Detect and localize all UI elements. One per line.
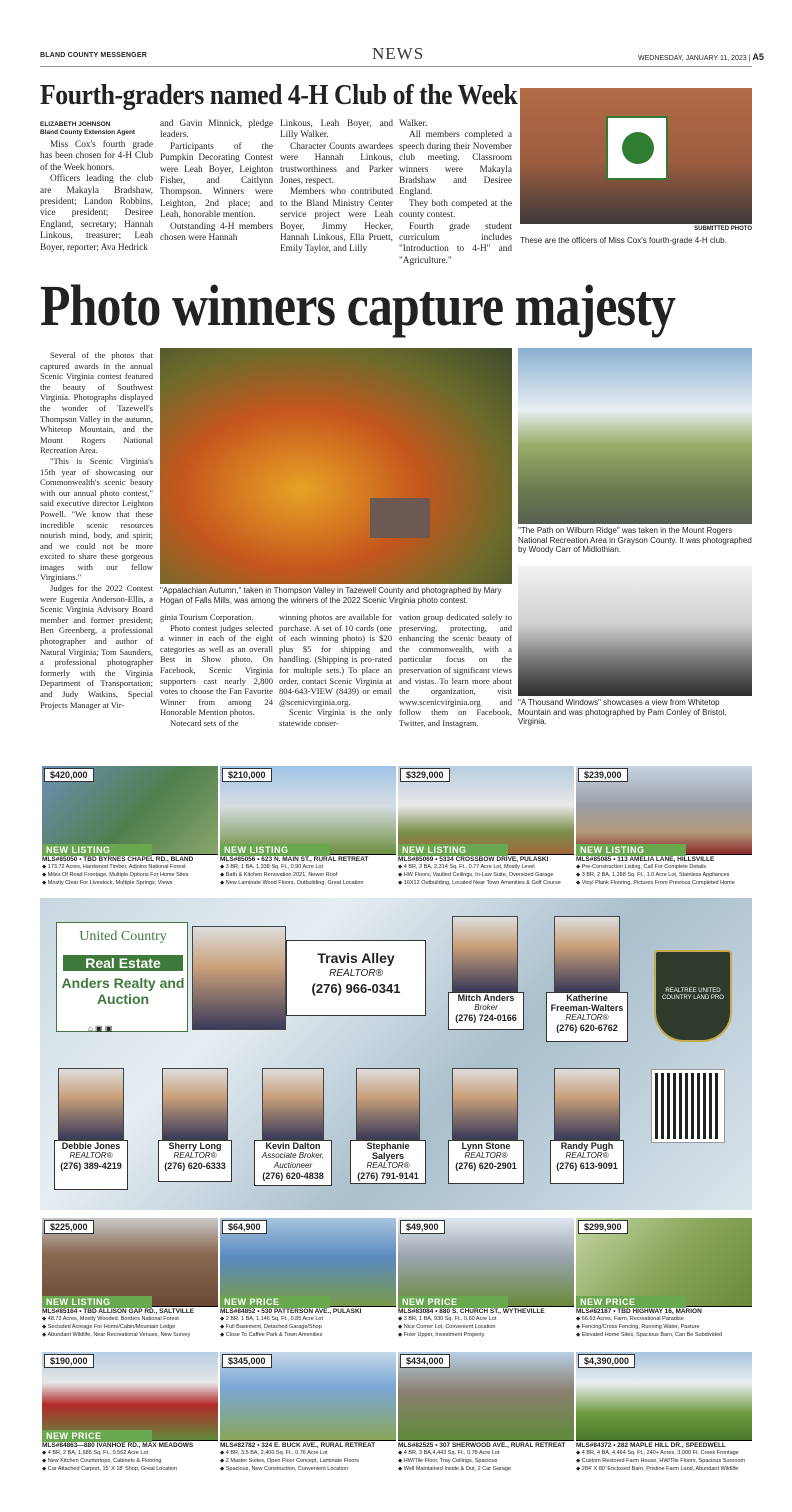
- listing-bullet: ◆ 3 BR, 1 BA, 930 Sq. Ft., 0.60 Acre Lot: [398, 1316, 497, 1322]
- 4h-flag: [606, 116, 668, 180]
- agent-name: Lynn Stone: [461, 1141, 511, 1151]
- paragraph: Walker.: [399, 119, 428, 129]
- author-title: Bland County Extension Agent: [40, 129, 136, 136]
- agent-role: REALTOR®: [69, 1151, 113, 1160]
- agent-photo-travis: [192, 926, 286, 1030]
- agent-name: Kevin Dalton: [265, 1141, 321, 1151]
- agent-phone[interactable]: (276) 620-4838: [262, 1171, 324, 1181]
- listing-bullet: ◆ Bath & Kitchen Renovation 2021, Newer Roof: [220, 872, 338, 878]
- listing-bullet: ◆ 66.63 Acres, Farm, Recreational Paradise: [576, 1316, 684, 1322]
- agent-role: REALTOR®: [565, 1013, 609, 1022]
- paragraph: Judges for the 2022 Contest were Eugenia Anderson-Ellis, a Scenic Virginia Advisory Board member and former president; Ben Greenberg, a professional photographer and author of Natural Virginia; Tom Saunders, a professional photographer formerly with the Virginia Department of Transportation; and Judy Watkins, Special Projects Manager at Vir-: [40, 583, 153, 710]
- author-name: ELIZABETH JOHNSON: [40, 121, 111, 128]
- listing-bullet: ◆ Elevated Home Sites, Spacious Barn, Can Be Subdivided: [576, 1332, 723, 1338]
- listing-mls: MLS#85050 • TBD BYRNES CHAPEL RD., BLAND: [42, 854, 218, 864]
- logo-line3: Anders Realty and Auction: [61, 975, 185, 1007]
- listing-bullet: ◆ 284' X 80' Enclosed Barn, Pristine Farm Land, Abundant Wildlife: [576, 1466, 739, 1472]
- article2-col2: [160, 612, 273, 729]
- agent-phone[interactable]: (276) 791-9141: [357, 1171, 419, 1181]
- agent-card-debbie: [54, 1140, 128, 1190]
- paragraph: They both competed at the county contest.: [399, 198, 512, 221]
- listing-bullet: ◆ 3 BR, 1 BA, 1,338 Sq. Ft., 0.90 Acre Lot: [220, 864, 323, 870]
- logo-line2: Real Estate: [63, 955, 183, 971]
- agent-photo-katherine: [554, 916, 620, 992]
- caption-wilburn-ridge: "The Path on Wilburn Ridge" was taken in the Mount Rogers National Recreation Area in Grayson County. It was photographed by Woody Carr of Midlothian.: [518, 526, 752, 555]
- listing-mls: MLS#84852 • 530 PATTERSON AVE., PULASKI: [220, 1306, 396, 1316]
- listing-bullet: ◆ 2 Master Suites, Open Floor Concept, Laminate Floors: [220, 1458, 360, 1464]
- agent-card-mitch: [448, 992, 524, 1030]
- listing-bullet: ◆ New Kitchen Countertops, Cabinets & Flooring: [42, 1458, 162, 1464]
- listing-bullet: ◆ Car Attached Carport, 15' X 18' Shop, Great Location: [42, 1466, 178, 1472]
- paragraph: Notecard sets of the: [170, 717, 239, 728]
- article1-col4: [399, 119, 512, 267]
- listing-mls: MLS#85069 • 5334 CROSSBOW DRIVE, PULASKI: [398, 854, 574, 864]
- agent-name: Travis Alley: [317, 950, 395, 966]
- article1-byline: [40, 121, 135, 137]
- paragraph: Character Counts awardees were Hannah Linkous, trustworthiness and Parker Jones, respect.: [280, 141, 393, 187]
- header-rule: [40, 66, 752, 67]
- listing-bullet: ◆ Fixer Upper, Investment Property: [398, 1332, 485, 1338]
- agent-photo-sherry: [162, 1068, 228, 1140]
- paragraph: All members completed a speech during their November club meeting. Classroom winners were Makayla Bradshaw and Desiree England.: [399, 130, 512, 198]
- paragraph: Outstanding 4-H members chosen were Hannah: [160, 221, 273, 244]
- paragraph: Photo contest judges selected a winner in each of the eight categories as well as an overall Best in Show photo. On Facebook, Scenic Virginia supporters cast nearly 2,800 votes to choose the Fan Favorite Winner from among 24 Honorable Mention photos.: [160, 622, 273, 718]
- listing-bullet: ◆ Secluded Acreage For Home/Cabin/Mountain Lodge: [42, 1324, 176, 1330]
- listing-bullet: ◆ HW Floors, Vaulted Ceilings, In-Law Suite, Oversized Garage: [398, 872, 554, 878]
- article2-headline: Photo winners capture majesty: [40, 273, 675, 338]
- article1-col3: [280, 119, 393, 256]
- listing-bullet: ◆ 4 BR, 2 BA, 1,685 Sq. Ft., 0.562 Acre Lot: [42, 1450, 149, 1456]
- listing-bullet: ◆ Nice Corner Lot, Convenient Location: [398, 1324, 496, 1330]
- agent-card-randy: [550, 1140, 624, 1184]
- equal-housing-icon: ⌂ ▣ ▣: [88, 1024, 113, 1033]
- agent-phone[interactable]: (276) 620-6333: [164, 1161, 226, 1171]
- agent-role: Associate Broker, Auctioneer: [261, 1151, 325, 1170]
- agent-role: REALTOR®: [173, 1151, 217, 1160]
- listing-price: $190,000: [44, 1354, 94, 1368]
- agent-photo-randy: [554, 1068, 620, 1140]
- article1-col2: [160, 119, 273, 244]
- agent-name: Debbie Jones: [61, 1141, 121, 1151]
- issue-date: WEDNESDAY, JANUARY 11, 2023: [638, 55, 747, 62]
- publication-name: BLAND COUNTY MESSENGER: [40, 52, 147, 59]
- agent-phone[interactable]: (276) 620-6762: [556, 1023, 618, 1033]
- listing-price: $49,900: [400, 1220, 445, 1234]
- agent-role: REALTOR®: [366, 1161, 410, 1170]
- listing-bullet: ◆ 16X12 Outbuilding, Located Near Town Amenities & Golf Course: [398, 880, 561, 886]
- agent-card-kevin: [254, 1140, 332, 1186]
- listing-tag: NEW PRICE: [576, 1296, 686, 1308]
- realtree-text: REALTREE UNITED COUNTRY LAND PRO: [662, 988, 724, 1001]
- listing-bullet: ◆ Mostly Clear For Livestock, Multiple Springs, Views: [42, 880, 173, 886]
- listing-mls: MLS#84863—880 IVANHOE RD., MAX MEADOWS: [42, 1440, 218, 1450]
- listing-bullet: ◆ New Laminate Wood Floors, Outbuilding, Great Location: [220, 880, 364, 886]
- agent-card-sherry: [158, 1140, 232, 1182]
- listing-bullet: ◆ Full Basement, Detached Garage/Shop: [220, 1324, 322, 1330]
- caption-appalachian-autumn: "Appalachian Autumn," taken in Thompson Valley in Tazewell County and photographed by Mary Hogan of Falls Mills, was among the winners of the 2022 Scenic Virginia photo contest.: [160, 586, 502, 605]
- agent-phone[interactable]: (276) 724-0166: [455, 1013, 517, 1023]
- paragraph: Officers leading the club are Makayla Bradshaw, president; Landon Robbins, vice president; Desiree England, secretary; Hannah Linkous, treasurer; Leah Boyer, reporter; Ava Hedrick: [40, 174, 153, 253]
- paragraph: Scenic Virginia is the only statewide conser-: [279, 707, 392, 728]
- agent-phone[interactable]: (276) 620-2901: [455, 1161, 517, 1171]
- listing-bullet: ◆ 4 BR, 3 BA,4,443 Sq. Ft., 0.78 Acre Lot: [398, 1450, 500, 1456]
- listing-mls: MLS#85164 • TBD ALLISON GAP RD., SALTVILLE: [42, 1306, 218, 1316]
- paragraph: ginia Tourism Corporation.: [160, 612, 254, 622]
- clover-icon: [622, 132, 654, 164]
- caption-thousand-windows: "A Thousand Windows" showcases a view from Whitetop Mountain and was photographed by Pam Conley of Bristol, Virginia.: [518, 698, 727, 727]
- agent-card-stephanie: [350, 1140, 426, 1184]
- wilburn-ridge-photo: [518, 348, 752, 524]
- paragraph: vation group dedicated solely to preserving, protecting, and enhancing the scenic beauty of the commonwealth, with a particular focus on the preservation of significant views and vistas. To learn more about the organization, visit www.scenicvirginia.org and follow them on Facebook, Twitter, and Instagram.: [399, 612, 512, 728]
- listing-price: $299,900: [578, 1220, 628, 1234]
- listing-bullet: ◆ HW/Tile Floor, Tray Ceilings, Spacious: [398, 1458, 498, 1464]
- listing-price: $329,000: [400, 768, 450, 782]
- listing-tag: NEW LISTING: [42, 844, 152, 856]
- agent-card-lynn: [448, 1140, 524, 1184]
- listing-mls: MLS#85085 • 113 AMELIA LANE, HILLSVILLE: [576, 854, 752, 864]
- listing-bullet: ◆ Close To Caffee Park & Town Amenities: [220, 1332, 323, 1338]
- agent-role: REALTOR®: [565, 1151, 609, 1160]
- listing-bullet: ◆ 2 BR, 1 BA, 1,146 Sq. Ft., 0.85 Acre Lot: [220, 1316, 323, 1322]
- qr-code-icon[interactable]: [652, 1070, 724, 1142]
- paragraph: Fourth grade student curriculum includes "Introduction to 4-H" and "Agriculture.": [399, 221, 512, 266]
- listing-mls: MLS#82525 • 307 SHERWOOD AVE., RURAL RETREAT: [398, 1440, 574, 1450]
- listing-bullet: ◆ Pre-Construction Listing, Call For Complete Details: [576, 864, 707, 870]
- agent-name: Mitch Anders: [457, 993, 515, 1003]
- agent-name: Katherine Freeman-Walters: [550, 993, 624, 1013]
- club-group-photo: [520, 88, 752, 224]
- paragraph: Participants of the Pumpkin Decorating Contest were Leah Boyer, Leighton Fisher, and Caitlynn Thompson. Winners were Leighton, 2nd place; and Leah, honorable mention.: [160, 141, 273, 221]
- barn-shape: [370, 498, 430, 538]
- listing-mls: MLS#84372 • 282 MAPLE HILL DR., SPEEDWELL: [576, 1440, 752, 1450]
- listing-mls: MLS#85056 • 623 N. MAIN ST., RURAL RETREAT: [220, 854, 396, 864]
- listing-mls: MLS#82782 • 324 E. BUCK AVE., RURAL RETREAT: [220, 1440, 396, 1450]
- agent-photo-kevin: [262, 1068, 324, 1140]
- listing-price: $4,390,000: [578, 1354, 635, 1368]
- agent-phone[interactable]: (276) 389-4219: [60, 1161, 122, 1171]
- listing-bullet: ◆ 173.72 Acres, Hardwood Timber, Adjoins National Forest: [42, 864, 186, 870]
- logo-line1: United Country: [79, 929, 167, 944]
- listing-tag: NEW LISTING: [220, 844, 330, 856]
- listing-mls: MLS#83084 • 880 S. CHURCH ST., WYTHEVILLE: [398, 1306, 574, 1316]
- paragraph: "This is Scenic Virginia's 15th year of showcasing our Commonwealth's scenic beauty with our annual photo contest," said executive director Leighton Powell. "We know that these incredible scenic resources nourish mind, body, and spirit; and we could not be more excited to share these gorgeous images with our fellow Virginians.": [40, 455, 153, 583]
- section-name: NEWS: [372, 44, 425, 63]
- listing-bullet: ◆ Well Maintained Inside & Out, 2 Car Garage: [398, 1466, 511, 1472]
- listing-bullet: ◆ 48.72 Acres, Mostly Wooded, Borders National Forest: [42, 1316, 179, 1322]
- listing-bullet: ◆ Vinyl Plank Flooring, Pictures From Previous Completed Home: [576, 880, 735, 886]
- issue-date-page: WEDNESDAY, JANUARY 11, 2023 | A5: [638, 52, 764, 62]
- listing-tag: NEW PRICE: [398, 1296, 508, 1308]
- agent-card-travis: [286, 940, 426, 1016]
- agent-phone[interactable]: (276) 613-9091: [556, 1161, 618, 1171]
- paragraph: Linkous, Leah Boyer, and Lilly Walker.: [280, 119, 393, 141]
- listing-price: $64,900: [222, 1220, 267, 1234]
- listing-price: $210,000: [222, 768, 272, 782]
- paragraph: Members who contributed to the Bland Ministry Center service project were Leah Boyer, Jimmy Hecker, Hannah Linkous, Ella Pruett, Emily Taylor, and Lilly: [280, 187, 393, 255]
- listing-mls: MLS#82187 • TBD HIGHWAY 16, MARION: [576, 1306, 752, 1316]
- paragraph: Several of the photos that captured awards in the annual Scenic Virginia contest featured the beauty of Southwest Virginia. Photographs displayed the wonder of Tazewell's Thompson Valley in the autumn, Whitetop Mountain, and the Mount Rogers National Recreation Area.: [40, 350, 153, 456]
- listing-bullet: ◆ Spacious, New Construction, Convenient Location: [220, 1466, 349, 1472]
- agent-photo-mitch: [452, 916, 518, 992]
- agent-photo-debbie: [58, 1068, 124, 1140]
- agent-role: REALTOR®: [464, 1151, 508, 1160]
- listing-bullet: ◆ 4 BR, 4 BA, 4,464 Sq. Ft., 240+ Acres, 3,000 Ft. Creek Frontage: [576, 1450, 739, 1456]
- agent-photo-stephanie: [356, 1068, 420, 1140]
- agent-name: Stephanie Salyers: [366, 1141, 410, 1161]
- listing-tag: NEW PRICE: [42, 1430, 152, 1442]
- thousand-windows-photo: [518, 566, 752, 696]
- article1-headline: Fourth-graders named 4-H Club of the Week: [40, 80, 518, 111]
- agent-role: Broker: [474, 1003, 498, 1012]
- page-number: A5: [752, 52, 764, 62]
- listing-bullet: ◆ Fencing/Cross Fencing, Running Water, Pasture: [576, 1324, 700, 1330]
- listing-bullet: ◆ 4 BR, 3 BA, 2,314 Sq. Ft., 0.77 Acre Lot, Mostly Level: [398, 864, 535, 870]
- paragraph: winning photos are available for purchase. A set of 10 cards (one of each winning photo) is $20 plus $5 for shipping and handling. (Shipping is pro-rated for multiple sets.) To place an order, contact Scenic Virginia at 804-643-VIEW (8439) or email @scenicvirginia.org.: [279, 612, 392, 707]
- article2-col4: [399, 612, 512, 729]
- listing-bullet: ◆ 4 BR, 3.5 BA, 2,400 Sq. Ft., 0.76 Acre Lot: [220, 1450, 328, 1456]
- listing-bullet: ◆ Custom Restored Farm House, HW/Tile Floors, Spacious Sunroom: [576, 1458, 746, 1464]
- agent-role: REALTOR®: [329, 968, 383, 979]
- agent-phone[interactable]: (276) 966-0341: [311, 981, 401, 996]
- agent-name: Randy Pugh: [560, 1141, 614, 1151]
- listing-price: $225,000: [44, 1220, 94, 1234]
- company-logo: [56, 922, 188, 1032]
- appalachian-autumn-photo: [160, 348, 512, 584]
- listing-tag: NEW LISTING: [42, 1296, 152, 1308]
- listing-bullet: ◆ 3 BR, 2 BA, 1,288 Sq. Ft., 1.0 Acre Lot, Stainless Appliances: [576, 872, 730, 878]
- listing-tag: NEW PRICE: [220, 1296, 330, 1308]
- realtree-logo: [654, 950, 732, 1042]
- listing-price: $420,000: [44, 768, 94, 782]
- article2-col3: [279, 612, 392, 729]
- listing-bullet: ◆ Abundant Wildlife, Near Recreational Venues, New Survey: [42, 1332, 191, 1338]
- photo-credit: SUBMITTED PHOTO: [694, 226, 752, 232]
- listing-price: $239,000: [578, 768, 628, 782]
- photo-caption: These are the officers of Miss Cox's fourth-grade 4-H club.: [520, 236, 727, 245]
- agent-photo-lynn: [452, 1068, 518, 1140]
- agent-name: Sherry Long: [168, 1141, 222, 1151]
- listing-bullet: ◆ Miles Of Road Frontage, Multiple Options For Home Sites: [42, 872, 189, 878]
- article1-col1: [40, 140, 153, 254]
- listing-tag: NEW LISTING: [398, 844, 508, 856]
- listing-price: $434,000: [400, 1354, 450, 1368]
- agent-card-katherine: [546, 992, 628, 1042]
- listing-tag: NEW LISTING: [576, 844, 686, 856]
- listing-price: $345,000: [222, 1354, 272, 1368]
- article2-side-col: [40, 350, 153, 710]
- paragraph: and Gavin Minnick, pledge leaders.: [160, 119, 273, 141]
- paragraph: Miss Cox's fourth grade has been chosen for 4-H Club of the Week honors.: [40, 140, 153, 173]
